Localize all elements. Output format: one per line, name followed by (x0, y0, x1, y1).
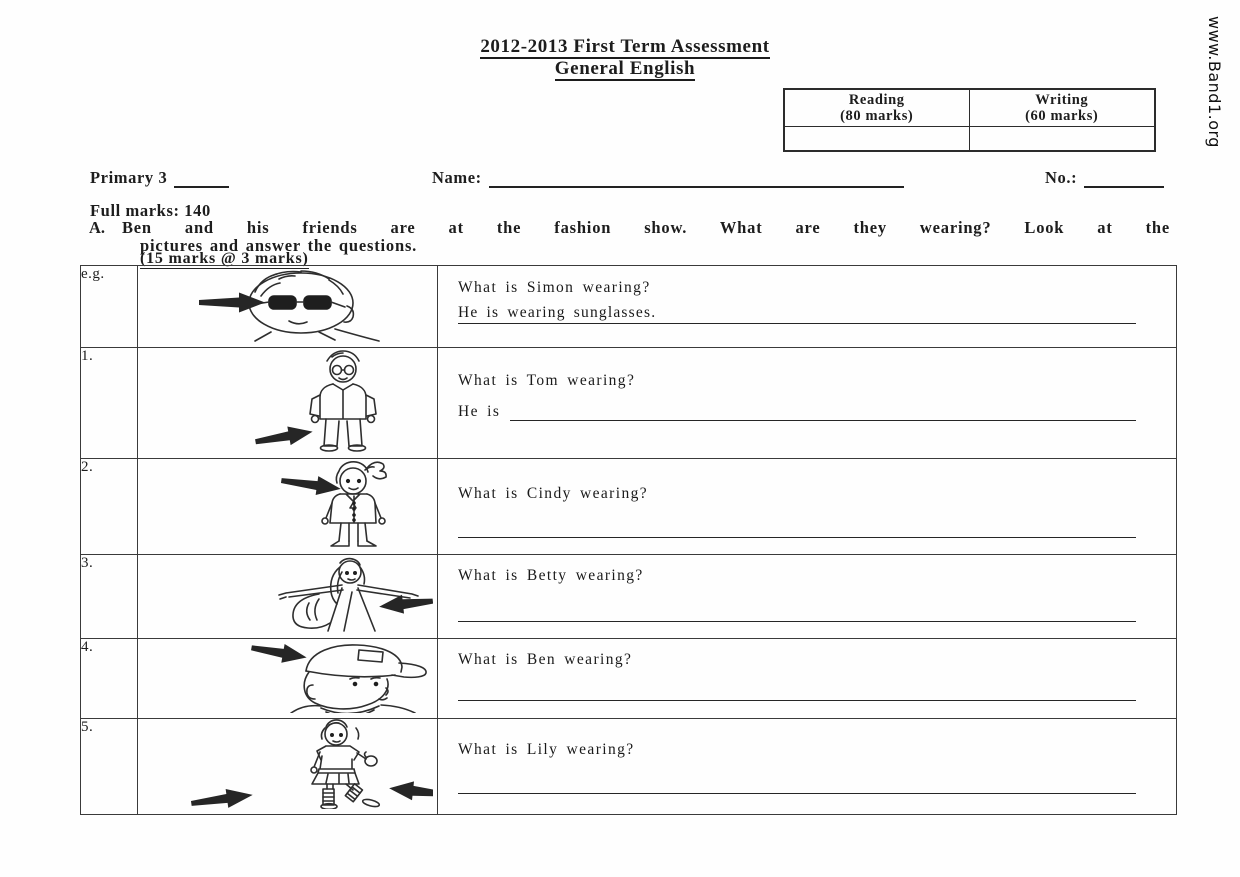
name-blank-line (489, 171, 904, 188)
name-field (432, 168, 904, 188)
illustration-lily-socks (143, 719, 433, 809)
class-blank-line (174, 171, 229, 188)
pointer-arrow-icon (199, 293, 265, 313)
full-marks: Full marks: 140 (90, 201, 211, 220)
marks-table (783, 88, 1156, 152)
illustration-cell (138, 348, 438, 459)
pointer-arrow-icon (279, 471, 341, 498)
illustration-ben-cap (143, 639, 433, 713)
title-block (330, 36, 920, 80)
instruction-line1: Ben and his friends are at the fashion show. What are they wearing? Look at the (122, 218, 1170, 237)
blank-line (458, 793, 1136, 794)
row-label: 3. (81, 555, 138, 639)
answer-line (458, 304, 1136, 324)
question-text: What is Simon wearing? (458, 279, 651, 296)
class-label: Primary 3 (90, 168, 168, 187)
marks-note: (15 marks @ 3 marks) (140, 250, 309, 267)
table-row-4 (81, 639, 1177, 719)
instruction-line2: pictures and answer the questions. (140, 236, 418, 255)
reading-sub-label: (80 marks) (840, 108, 914, 124)
table-row-5 (81, 719, 1177, 815)
row-label: 1. (81, 348, 138, 459)
illustration-simon-sunglasses (143, 266, 433, 342)
blank-line (458, 537, 1136, 538)
illustration-cell (138, 639, 438, 719)
question-text: What is Ben wearing? (458, 651, 633, 668)
writing-sub-label: (60 marks) (1025, 108, 1099, 124)
question-table (80, 265, 1177, 815)
question-cell (438, 348, 1177, 459)
illustration-cindy-scarf (143, 459, 433, 549)
row-label: 2. (81, 459, 138, 555)
question-cell (438, 555, 1177, 639)
pointer-arrow-icon (253, 422, 313, 451)
blank-line (656, 304, 1136, 322)
writing-marks-header (970, 90, 1155, 127)
row-label: 4. (81, 639, 138, 719)
illustration-cell (138, 266, 438, 348)
question-cell (438, 266, 1177, 348)
number-field (1045, 168, 1164, 188)
watermark-url: www.Band1.org (1205, 16, 1224, 148)
illustration-betty-dress (143, 555, 433, 633)
illustration-cell (138, 459, 438, 555)
reading-marks-header (785, 90, 970, 127)
question-text: What is Cindy wearing? (458, 485, 649, 502)
name-label: Name: (432, 168, 482, 187)
question-text: What is Lily wearing? (458, 741, 635, 758)
writing-label: Writing (1035, 92, 1089, 108)
reading-label: Reading (848, 92, 905, 108)
pointer-arrow-icon (249, 639, 307, 667)
class-field (90, 168, 229, 188)
illustration-cell (138, 719, 438, 815)
table-row-3 (81, 555, 1177, 639)
illustration-tom-trousers (143, 348, 433, 453)
question-text: What is Betty wearing? (458, 567, 644, 584)
row-label: 5. (81, 719, 138, 815)
row-label: e.g. (81, 266, 138, 348)
answer-prefix: He is (458, 403, 501, 420)
pointer-arrow-icon (388, 779, 433, 804)
table-row-2 (81, 459, 1177, 555)
pointer-arrow-icon (189, 785, 253, 809)
number-blank-line (1084, 171, 1164, 188)
blank-line (458, 621, 1136, 622)
question-text: What is Tom wearing? (458, 372, 636, 389)
question-cell (438, 639, 1177, 719)
illustration-cell (138, 555, 438, 639)
blank-line (458, 700, 1136, 701)
question-cell (438, 719, 1177, 815)
reading-score-cell (785, 127, 970, 150)
page-subtitle: General English (554, 58, 696, 79)
table-row-1 (81, 348, 1177, 459)
number-label: No.: (1045, 168, 1078, 187)
answer-text: He is wearing sunglasses. (458, 304, 657, 321)
question-cell (438, 459, 1177, 555)
blank-line (510, 403, 1136, 421)
page-title: 2012-2013 First Term Assessment (480, 36, 770, 57)
table-row-example (81, 266, 1177, 348)
part-a-label: A. (89, 218, 106, 237)
answer-line (458, 403, 1136, 421)
writing-score-cell (970, 127, 1155, 150)
pointer-arrow-icon (378, 592, 433, 617)
